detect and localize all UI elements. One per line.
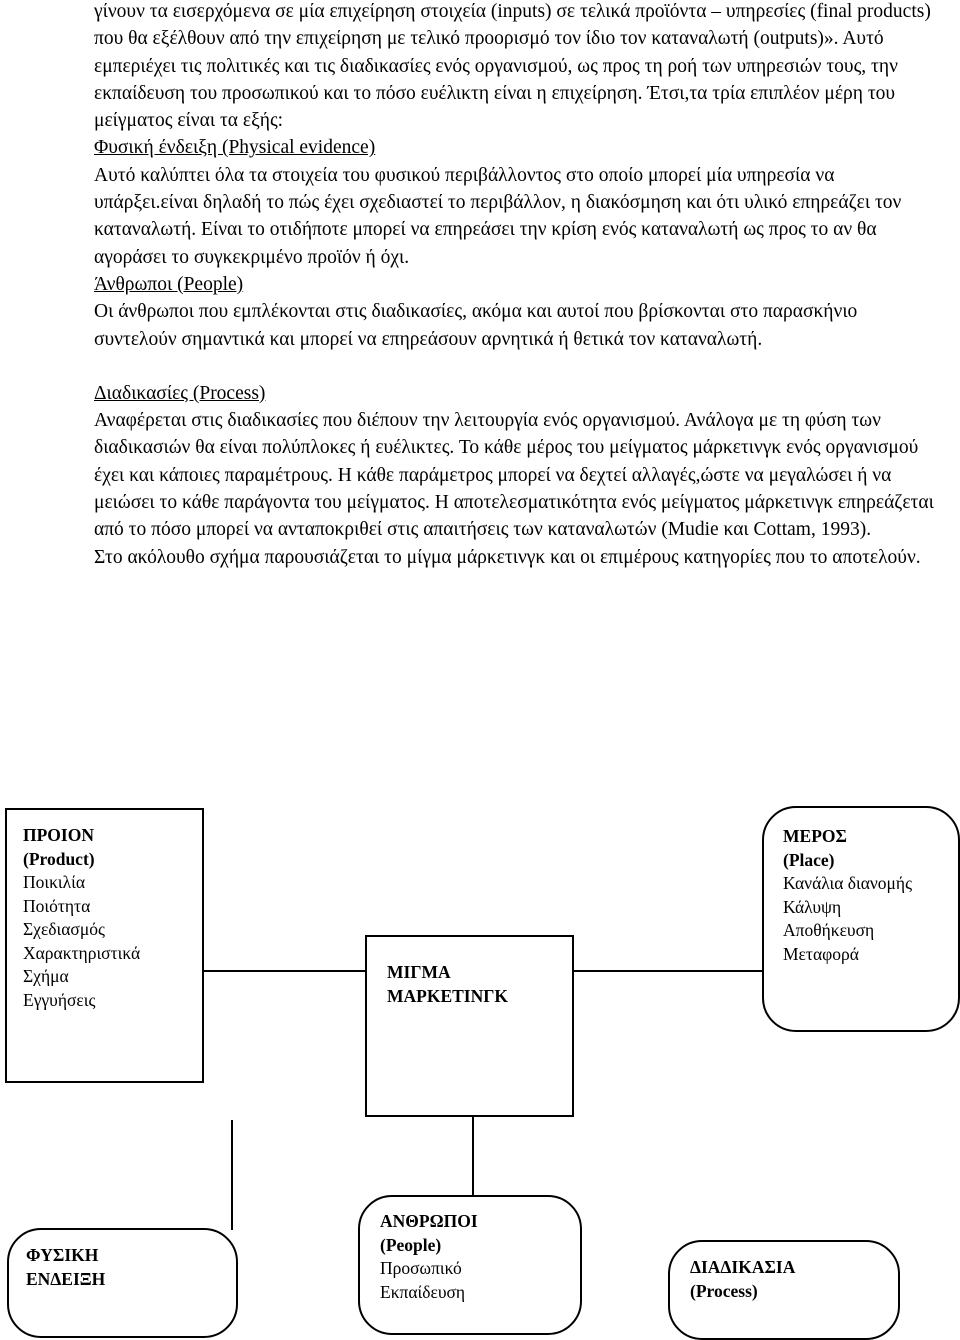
physical-evidence-paragraph: Αυτό καλύπτει όλα τα στοιχεία του φυσικού περιβάλλοντος στο οποίο μπορεί μία υπηρεσία να υπάρξει.είναι δηλαδή το πώς έχει σχεδιαστεί το περιβάλλον, η διακόσμηση και ότι υλικό επηρεάζει τον καταναλωτή. Είναι το οτιδήποτε μπορεί να επηρεάσει την κρίση ενός καταναλωτή ως προς το αν θα αγοράσει το συγκεκριμένο προϊόν ή όχι. xyxy=(94,164,902,268)
place-item: Κάλυψη xyxy=(783,896,842,917)
place-item: Μεταφορά xyxy=(783,943,859,964)
people-box-title: ΑΝΘΡΩΠΟΙ xyxy=(380,1211,478,1231)
physical-evidence-box xyxy=(7,1228,238,1338)
center-title-line2: ΜΑΡΚΕΤΙΝΓΚ xyxy=(387,985,508,1006)
process-box xyxy=(668,1240,900,1340)
physical-box-line2: ΕΝΔΕΙΞΗ xyxy=(26,1268,106,1289)
process-heading: Διαδικασίες (Process) xyxy=(94,382,266,404)
marketing-mix-center-box xyxy=(365,935,574,1117)
product-box xyxy=(5,808,204,1083)
connector-left-down xyxy=(231,1120,233,1230)
connector-center-place xyxy=(573,970,762,972)
connector-product-center xyxy=(203,970,366,972)
process-box-title: ΔΙΑΔΙΚΑΣΙΑ xyxy=(690,1257,796,1277)
people-box xyxy=(358,1195,582,1335)
people-heading: Άνθρωποι (People) xyxy=(94,273,244,295)
diagram-intro-paragraph: Στο ακόλουθο σχήμα παρουσιάζεται το μίγμα μάρκετινγκ και οι επιμέρους κατηγορίες που το αποτελούν. xyxy=(94,546,921,568)
place-box xyxy=(762,806,960,1032)
physical-evidence-heading: Φυσική ένδειξη (Physical evidence) xyxy=(94,137,376,159)
product-item: Ποιότητα xyxy=(23,895,91,916)
place-subtitle: (Place) xyxy=(783,849,835,870)
physical-box-line1: ΦΥΣΙΚΗ xyxy=(26,1245,99,1265)
connector-center-down xyxy=(472,1115,474,1197)
place-title: ΜΕΡΟΣ xyxy=(783,826,847,846)
product-item: Χαρακτηριστικά xyxy=(23,942,141,963)
document-body xyxy=(94,0,934,571)
product-item: Σχεδιασμός xyxy=(23,919,105,939)
people-box-item: Εκπαίδευση xyxy=(380,1281,466,1302)
process-paragraph: Αναφέρεται στις διαδικασίες που διέπουν την λειτουργία ενός οργανισμού. Ανάλογα με τη φύση των διαδικασιών θα είναι πολύπλοκες ή ευέλικτες. Το κάθε μέρος του μείγματος μάρκετινγκ ενός οργανισμού έχει και κάποιες παραμέτρους. Η κάθε παράμετρος μπορεί να δεχτεί αλλαγές,ώστε να μεγαλώσει ή να μειώσει το κάθε παράγοντα του μείγματος. Η αποτελεσματικότητα ενός μείγματος μάρκετινγκ επηρεάζεται από το πόσο μπορεί να ανταποκριθεί στις απαιτήσεις των καταναλωτών (Mudie και Cottam, 1993). xyxy=(94,410,934,541)
product-item: Ποικιλία xyxy=(23,872,85,892)
people-paragraph: Οι άνθρωποι που εμπλέκονται στις διαδικασίες, ακόμα και αυτοί που βρίσκονται στο παρασκήνιο συντελούν σημαντικά και μπορεί να επηρεάσουν αρνητικά ή θετικά τον καταναλωτή. xyxy=(94,301,858,350)
product-item: Σχήμα xyxy=(23,966,69,986)
paragraph-gap xyxy=(94,353,934,380)
product-item: Εγγυήσεις xyxy=(23,989,96,1010)
product-title: ΠΡΟΙΟΝ xyxy=(23,825,94,845)
intro-paragraph: γίνουν τα εισερχόμενα σε μία επιχείρηση στοιχεία (inputs) σε τελικά προϊόντα – υπηρεσίες (final products) που θα εξέλθουν από την επιχείρηση με τελικό προορισμό τον ίδιο τον καταναλωτή (outputs)». Αυτό εμπεριέχει τις πολιτικές και τις διαδικασίες ενός οργανισμού, ως προς τη ροή των υπηρεσιών τους, την εκπαίδευση του προσωπικού και το πόσο ευέλικτη είναι η επιχείρηση. Έτσι,τα τρία επιπλέον μέρη του μείγματος είναι τα εξής: xyxy=(94,1,931,132)
process-box-subtitle: (Process) xyxy=(690,1280,758,1301)
place-item: Αποθήκευση xyxy=(783,920,875,940)
product-subtitle: (Product) xyxy=(23,848,95,869)
center-title-line1: ΜΙΓΜΑ xyxy=(387,962,451,982)
people-box-item: Προσωπικό xyxy=(380,1258,462,1278)
people-box-subtitle: (People) xyxy=(380,1234,442,1255)
place-item: Κανάλια διανομής xyxy=(783,873,913,893)
